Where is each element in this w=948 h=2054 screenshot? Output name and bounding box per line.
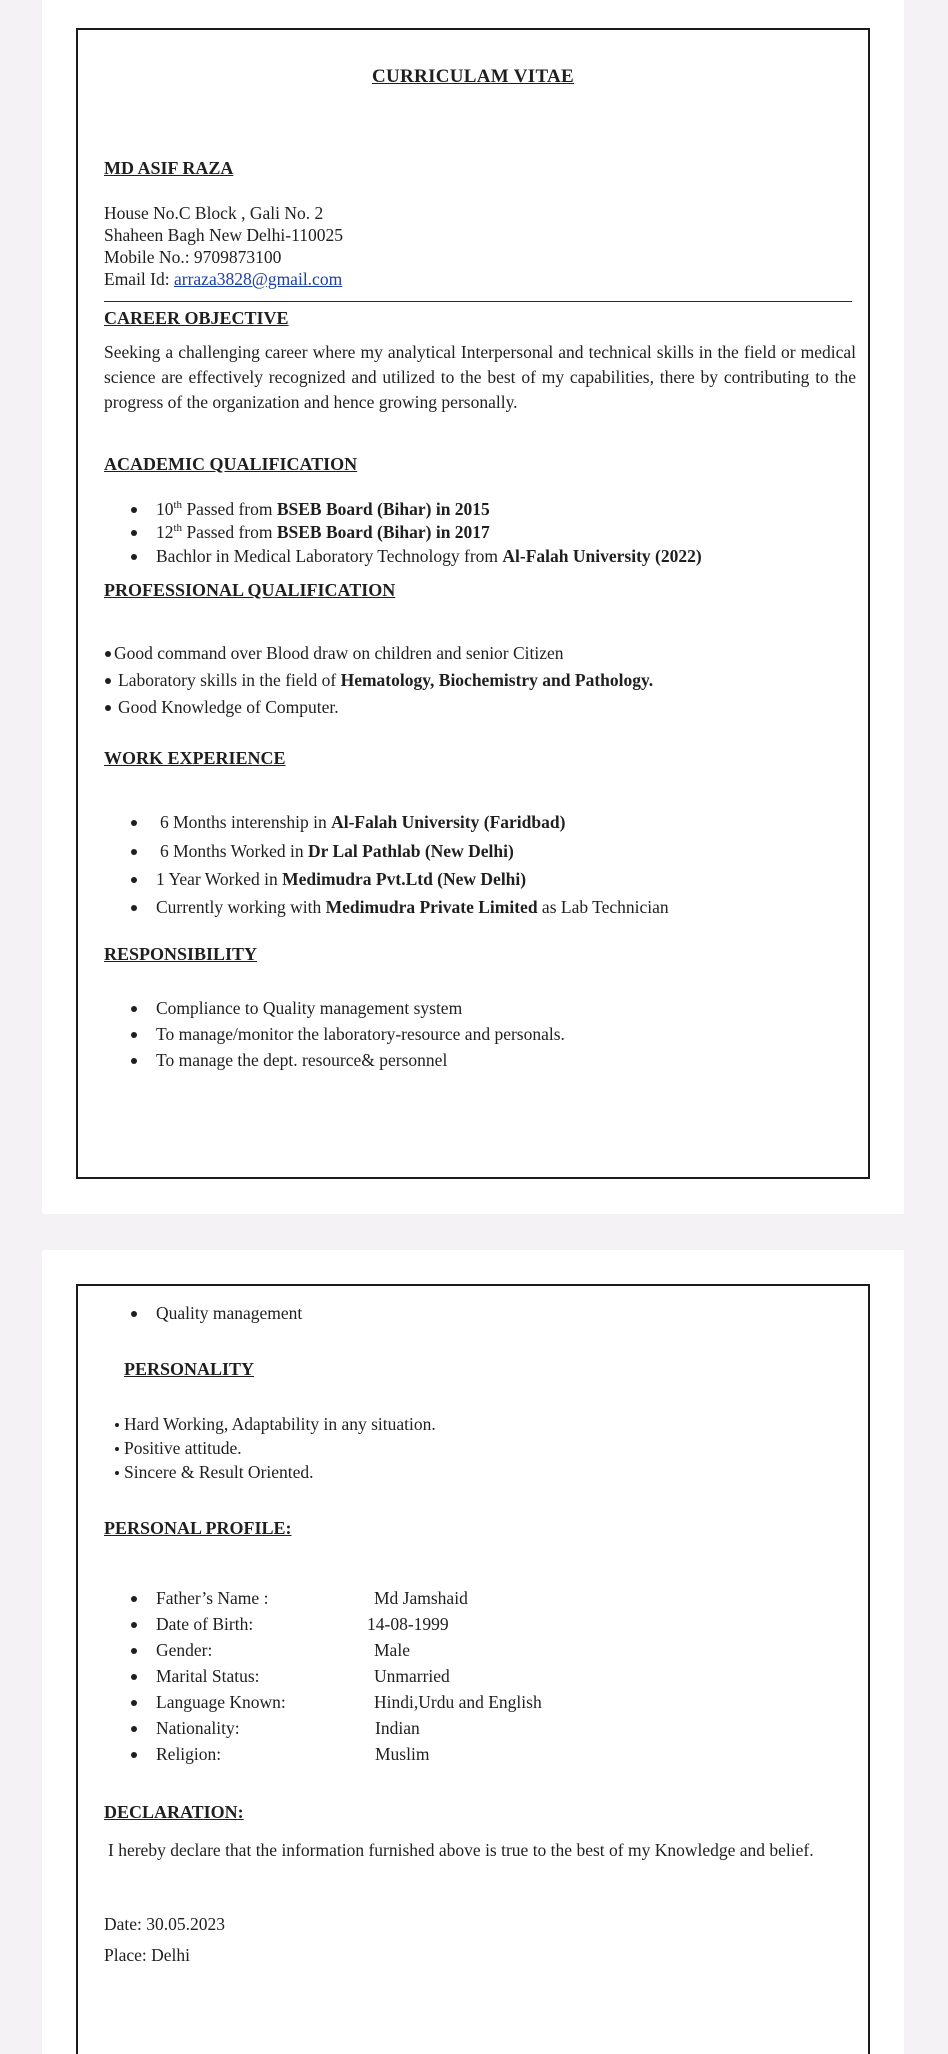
bullet-icon bbox=[131, 507, 137, 513]
personality-item: Sincere & Result Oriented. bbox=[124, 1462, 314, 1482]
professional-item: Laboratory skills in the field of Hematology, Biochemistry and Pathology. bbox=[118, 670, 654, 690]
profile-value: Unmarried bbox=[374, 1666, 450, 1686]
career-objective-text: Seeking a challenging career where my analytical Interpersonal and technical skills in the field or medical science are effectively recognized and utilized to the best of my capabilities, there by contributing to the progress of the organization and hence growing personally. bbox=[104, 342, 856, 412]
personal-profile-heading: PERSONAL PROFILE: bbox=[104, 1518, 292, 1538]
bullet-icon bbox=[131, 1006, 137, 1012]
profile-label: Father’s Name : bbox=[156, 1588, 269, 1608]
profile-label: Gender: bbox=[156, 1640, 213, 1660]
career-objective-heading: CAREER OBJECTIVE bbox=[104, 308, 289, 328]
address-line-1: House No.C Block , Gali No. 2 bbox=[104, 203, 324, 223]
bullet-icon bbox=[131, 1032, 137, 1038]
bullet-icon bbox=[131, 1596, 137, 1602]
professional-item: Good command over Blood draw on children and senior Citizen bbox=[114, 643, 564, 663]
bullet-icon bbox=[131, 1752, 137, 1758]
profile-value: 14-08-1999 bbox=[367, 1614, 449, 1634]
bullet-icon bbox=[131, 820, 137, 826]
profile-label: Marital Status: bbox=[156, 1666, 260, 1686]
bullet-icon bbox=[131, 1622, 137, 1628]
bullet-icon bbox=[131, 1648, 137, 1654]
declaration-heading: DECLARATION: bbox=[104, 1802, 244, 1822]
bullet-icon bbox=[131, 1058, 137, 1064]
profile-label: Language Known: bbox=[156, 1692, 286, 1712]
mobile-number: Mobile No.: 9709873100 bbox=[104, 247, 282, 267]
email-row bbox=[104, 268, 342, 290]
profile-value: Indian bbox=[375, 1718, 420, 1738]
email-link[interactable]: arraza3828@gmail.com bbox=[173, 269, 343, 289]
bullet-icon bbox=[105, 678, 111, 684]
candidate-name: MD ASIF RAZA bbox=[104, 158, 234, 178]
work-item: 1 Year Worked in Medimudra Pvt.Ltd (New Delhi) bbox=[156, 869, 527, 889]
responsibility-item: To manage the dept. resource& personnel bbox=[156, 1050, 448, 1070]
resume-page-1 bbox=[42, 0, 904, 1214]
personality-item: Hard Working, Adaptability in any situation. bbox=[124, 1414, 436, 1434]
bullet-icon bbox=[131, 530, 137, 536]
bullet-icon bbox=[115, 1423, 119, 1427]
declaration-place: Place: Delhi bbox=[104, 1945, 191, 1965]
profile-value: Male bbox=[374, 1640, 410, 1660]
bullet-icon bbox=[131, 905, 137, 911]
bullet-icon bbox=[131, 1311, 137, 1317]
address-line-2: Shaheen Bagh New Delhi-110025 bbox=[104, 225, 343, 245]
work-experience-heading: WORK EXPERIENCE bbox=[104, 748, 286, 768]
profile-value: Muslim bbox=[375, 1744, 430, 1764]
bullet-icon bbox=[105, 651, 111, 657]
profile-value: Hindi,Urdu and English bbox=[374, 1692, 542, 1712]
responsibility-item: Quality management bbox=[156, 1303, 303, 1323]
contact-divider bbox=[104, 301, 852, 302]
work-item: 6 Months interenship in Al-Falah University (Faridbad) bbox=[160, 812, 566, 832]
profile-label: Date of Birth: bbox=[156, 1614, 254, 1634]
personality-item: Positive attitude. bbox=[124, 1438, 242, 1458]
academic-item: 10th Passed from BSEB Board (Bihar) in 2015 bbox=[156, 499, 490, 519]
bullet-icon bbox=[131, 1700, 137, 1706]
responsibility-item: Compliance to Quality management system bbox=[156, 998, 463, 1018]
bullet-icon bbox=[131, 849, 137, 855]
academic-heading: ACADEMIC QUALIFICATION bbox=[104, 454, 358, 474]
bullet-icon bbox=[105, 705, 111, 711]
professional-item: Good Knowledge of Computer. bbox=[118, 697, 339, 717]
bullet-icon bbox=[131, 1726, 137, 1732]
profile-label: Nationality: bbox=[156, 1718, 240, 1738]
profile-label: Religion: bbox=[156, 1744, 222, 1764]
declaration-text: I hereby declare that the information furnished above is true to the best of my Knowledge and belief. bbox=[108, 1840, 814, 1860]
bullet-icon bbox=[115, 1447, 119, 1451]
bullet-icon bbox=[131, 554, 137, 560]
declaration-date: Date: 30.05.2023 bbox=[104, 1914, 226, 1934]
work-item: Currently working with Medimudra Private Limited as Lab Technician bbox=[156, 897, 669, 917]
academic-item: 12th Passed from BSEB Board (Bihar) in 2017 bbox=[156, 522, 490, 542]
email-label: Email Id: bbox=[104, 269, 174, 289]
document-title: CURRICULAM VITAE bbox=[371, 66, 575, 87]
academic-item: Bachlor in Medical Laboratory Technology from Al-Falah University (2022) bbox=[156, 546, 702, 566]
personality-heading: PERSONALITY bbox=[124, 1359, 255, 1379]
professional-heading: PROFESSIONAL QUALIFICATION bbox=[104, 580, 396, 600]
bullet-icon bbox=[115, 1471, 119, 1475]
responsibility-heading: RESPONSIBILITY bbox=[104, 944, 258, 964]
work-item: 6 Months Worked in Dr Lal Pathlab (New Delhi) bbox=[160, 841, 514, 861]
bullet-icon bbox=[131, 1674, 137, 1680]
bullet-icon bbox=[131, 877, 137, 883]
profile-value: Md Jamshaid bbox=[374, 1588, 468, 1608]
responsibility-item: To manage/monitor the laboratory-resource and personals. bbox=[156, 1024, 565, 1044]
resume-page-2 bbox=[42, 1250, 904, 2054]
